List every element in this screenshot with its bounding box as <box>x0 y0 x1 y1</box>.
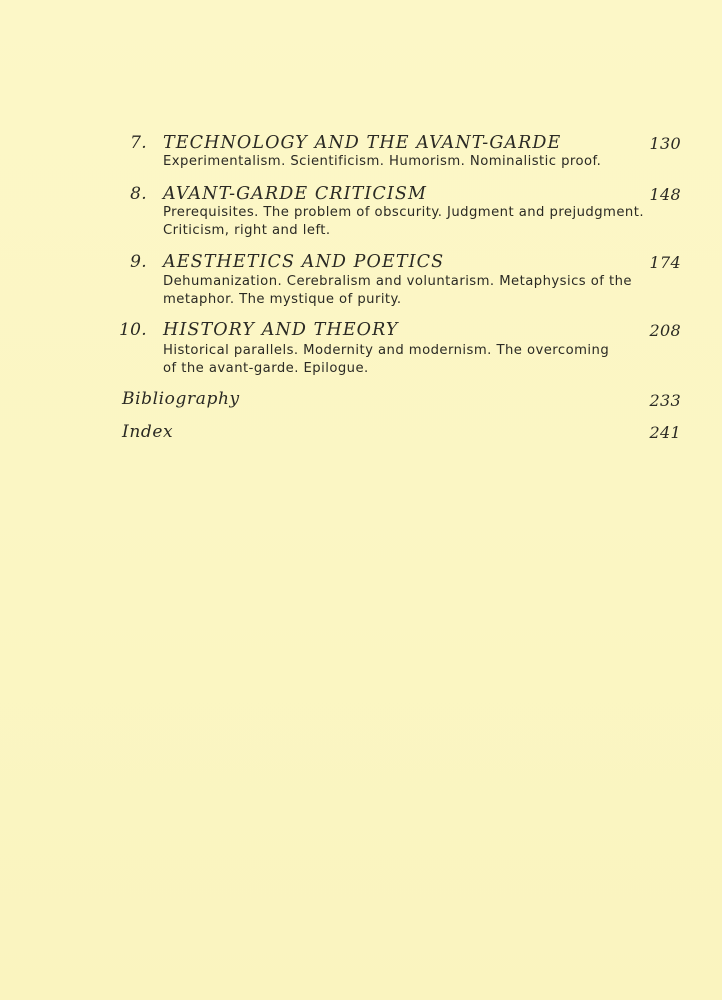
back-matter-page-number: 233 <box>649 391 681 410</box>
chapter-number: 7. <box>130 133 147 153</box>
chapter-number: 8. <box>130 184 147 204</box>
back-matter-title: Bibliography <box>122 389 240 409</box>
chapter-page-number: 174 <box>649 253 681 272</box>
chapter-page-number: 148 <box>649 185 681 204</box>
chapter-description-line: of the avant-garde. Epilogue. <box>163 361 369 376</box>
chapter-description-line: Dehumanization. Cerebralism and voluntarism. Metaphysics of the <box>163 274 632 289</box>
chapter-description-line: Experimentalism. Scientificism. Humorism. Nominalistic proof. <box>163 154 602 169</box>
chapter-title: AVANT-GARDE CRITICISM <box>163 184 428 204</box>
back-matter-title: Index <box>122 422 174 442</box>
chapter-number: 10. <box>119 320 147 340</box>
chapter-title: HISTORY AND THEORY <box>163 320 399 340</box>
chapter-title: TECHNOLOGY AND THE AVANT-GARDE <box>163 133 562 153</box>
chapter-title: AESTHETICS AND POETICS <box>163 252 445 272</box>
chapter-page-number: 130 <box>649 134 681 153</box>
chapter-description-line: Criticism, right and left. <box>163 223 331 238</box>
chapter-description-line: Prerequisites. The problem of obscurity. Judgment and prejudgment. <box>163 205 644 220</box>
chapter-description-line: metaphor. The mystique of purity. <box>163 292 402 307</box>
back-matter-page-number: 241 <box>649 423 681 442</box>
chapter-number: 9. <box>130 252 147 272</box>
chapter-page-number: 208 <box>649 321 681 340</box>
chapter-description-line: Historical parallels. Modernity and modernism. The overcoming <box>163 343 610 358</box>
